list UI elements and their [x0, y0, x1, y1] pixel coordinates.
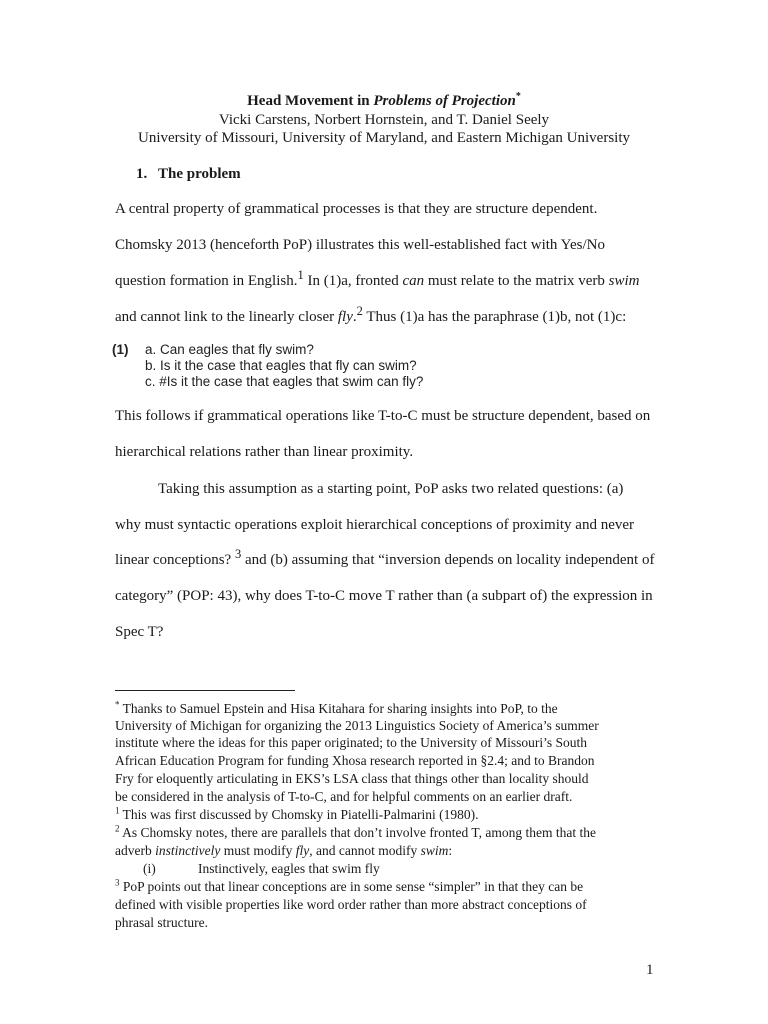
- footnote-line: defined with visible properties like word order rather than more abstract conceptions of: [115, 897, 587, 912]
- footnote-example-text: Instinctively, eagles that swim fly: [198, 861, 380, 876]
- footnote-text: adverb: [115, 843, 156, 858]
- footnote-mark: 1: [115, 805, 120, 816]
- body-line: This follows if grammatical operations like T-to-C must be structure dependent, based on: [115, 408, 651, 424]
- body-text: .: [352, 309, 357, 325]
- example-number: (1): [112, 342, 129, 357]
- title-text: Head Movement in: [247, 93, 374, 109]
- footnote-star: [115, 700, 558, 717]
- footnote-text: As Chomsky notes, there are parallels that don’t involve fronted T, among them that the: [119, 825, 597, 840]
- body-text: and (b) assuming that “inversion depends on locality independent of: [241, 552, 655, 568]
- title-italic: Problems of Projection: [373, 93, 516, 109]
- footnote-1: [115, 806, 478, 823]
- section-title: The problem: [158, 166, 241, 182]
- body-line: category” (POP: 43), why does T-to-C move T rather than (a subpart of) the expression in: [115, 588, 653, 604]
- authors: Vicki Carstens, Norbert Hornstein, and T. Daniel Seely: [218, 112, 550, 128]
- example-c: c. #Is it the case that eagles that swim can fly?: [145, 374, 424, 389]
- footnote-ref-1: 1: [297, 268, 304, 282]
- footnote-line: Fry for eloquently articulating in EKS’s LSA class that things other than locality should: [115, 771, 589, 786]
- footnote-text: must modify: [220, 843, 296, 858]
- footnote-line: phrasal structure.: [115, 915, 208, 930]
- body-line: [115, 304, 627, 326]
- footnote-separator: [115, 690, 295, 691]
- affiliations: University of Missouri, University of Maryland, and Eastern Michigan University: [138, 130, 630, 146]
- body-italic: fly: [337, 309, 353, 325]
- body-text: must relate to the matrix verb: [424, 273, 609, 289]
- footnote-3: [115, 878, 583, 895]
- section-heading: [136, 166, 241, 183]
- body-line: Spec T?: [115, 624, 164, 640]
- section-number: 1.: [136, 166, 148, 182]
- paper-title: [0, 93, 768, 110]
- footnote-line: institute where the ideas for this paper originated; to the University of Missouri’s South: [115, 735, 588, 750]
- footnote-ref-2: 2: [356, 304, 363, 318]
- footnote-mark: *: [115, 699, 120, 710]
- body-italic: swim: [608, 273, 640, 289]
- body-line: why must syntactic operations exploit hierarchical conceptions of proximity and never: [115, 517, 635, 533]
- footnote-text: , and cannot modify: [309, 843, 421, 858]
- body-text: In (1)a, fronted: [303, 273, 403, 289]
- footnote-mark: 3: [115, 877, 120, 888]
- footnote-example-number: (i): [143, 861, 156, 876]
- body-line: A central property of grammatical processes is that they are structure dependent.: [115, 201, 598, 217]
- page-number: 1: [646, 962, 654, 978]
- body-line: Taking this assumption as a starting point, PoP asks two related questions: (a): [158, 481, 624, 497]
- example-a: a. Can eagles that fly swim?: [145, 342, 314, 357]
- body-text: question formation in English.: [115, 273, 298, 289]
- body-text: linear conceptions?: [115, 552, 235, 568]
- footnote-text: :: [448, 843, 453, 858]
- body-line: [115, 547, 655, 569]
- body-italic: can: [402, 273, 425, 289]
- title-footnote-mark: *: [515, 91, 521, 102]
- footnote-2: [115, 824, 596, 841]
- footnote-text: This was first discussed by Chomsky in Piatelli-Palmarini (1980).: [119, 807, 479, 822]
- footnote-italic: swim: [420, 843, 449, 858]
- body-line: [115, 268, 640, 290]
- footnote-line: be considered in the analysis of T-to-C, and for helpful comments on an earlier draft.: [115, 789, 573, 804]
- footnote-mark: 2: [115, 823, 120, 834]
- footnote-line: African Education Program for funding Xhosa research reported in §2.4; and to Brandon: [115, 753, 595, 768]
- example-b: b. Is it the case that eagles that fly can swim?: [145, 358, 417, 373]
- footnote-italic: fly: [295, 843, 310, 858]
- body-line: Chomsky 2013 (henceforth PoP) illustrates this well-established fact with Yes/No: [115, 237, 605, 253]
- footnote-italic: instinctively: [155, 843, 221, 858]
- footnote-line: University of Michigan for organizing the 2013 Linguistics Society of America’s summer: [115, 718, 599, 733]
- body-text: and cannot link to the linearly closer: [115, 309, 338, 325]
- footnote-ref-3: 3: [234, 547, 242, 561]
- footnote-text: PoP points out that linear conceptions are in some sense “simpler” in that they can be: [119, 879, 584, 894]
- footnote-text: Thanks to Samuel Epstein and Hisa Kitahara for sharing insights into PoP, to the: [119, 701, 558, 716]
- footnote-line: [115, 842, 452, 859]
- body-line: hierarchical relations rather than linear proximity.: [115, 444, 414, 460]
- body-text: Thus (1)a has the paraphrase (1)b, not (1)c:: [362, 309, 627, 325]
